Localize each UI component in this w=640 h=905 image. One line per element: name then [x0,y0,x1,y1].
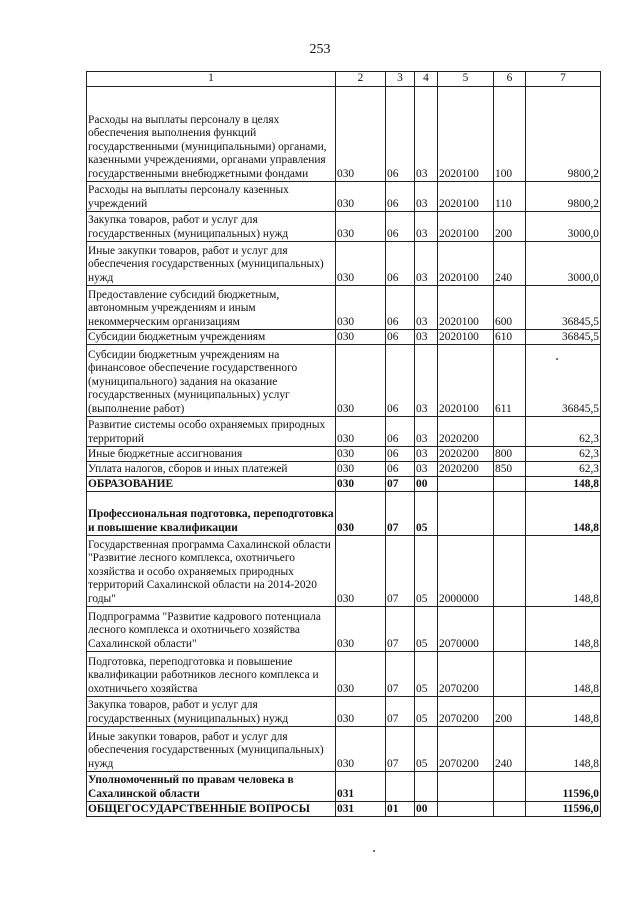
amount-cell: 148,8 [526,607,601,652]
scan-speck [373,850,375,852]
ministry-code-cell: 030 [336,652,386,697]
row-name-cell: Расходы на выплаты персоналу в целях обеспечения выполнения функций государственными (муниципальными) органами, казенными учреждениями, органами управления государственными внебюджетными фондами [87,87,336,182]
subsection-code-cell: 00 [415,802,438,817]
amount-cell: 36845,5 [526,286,601,330]
table-row [87,87,601,182]
row-name-cell: ОБРАЗОВАНИЕ [87,477,336,492]
expense-type-code-cell [494,652,526,697]
table-row [87,652,601,697]
column-header-3: 3 [386,72,415,87]
column-header-2: 2 [336,72,386,87]
row-name-cell: Иные закупки товаров, работ и услуг для обеспечения государственных (муниципальных) нужд [87,242,336,286]
ministry-code-cell: 030 [336,286,386,330]
ministry-code-cell: 030 [336,182,386,212]
section-code-cell: 06 [386,462,415,477]
target-article-code-cell: 2020100 [438,286,494,330]
target-article-code-cell [438,772,494,802]
expense-type-code-cell: 611 [494,345,526,417]
amount-cell: 36845,5 [526,330,601,345]
expense-type-code-cell: 800 [494,447,526,462]
column-header-4: 4 [415,72,438,87]
section-code-cell: 06 [386,182,415,212]
table-row [87,447,601,462]
subsection-code-cell: 00 [415,477,438,492]
ministry-code-cell: 030 [336,212,386,242]
expense-type-code-cell: 600 [494,286,526,330]
row-name-cell: Субсидии бюджетным учреждениям на финансовое обеспечение государственного (муниципального) задания на оказание государственных (муниципальных) услуг (выполнение работ) [87,345,336,417]
expense-type-code-cell: 240 [494,242,526,286]
ministry-code-cell: 031 [336,802,386,817]
target-article-code-cell [438,492,494,536]
subsection-code-cell: 03 [415,345,438,417]
ministry-code-cell: 030 [336,492,386,536]
row-name-cell: Уполномоченный по правам человека в Сахалинской области [87,772,336,802]
table-row [87,492,601,536]
subsection-code-cell [415,772,438,802]
column-header-5: 5 [438,72,494,87]
table-row [87,697,601,727]
row-name-cell: Закупка товаров, работ и услуг для государственных (муниципальных) нужд [87,212,336,242]
section-code-cell: 06 [386,87,415,182]
ministry-code-cell: 030 [336,697,386,727]
amount-cell: 148,8 [526,727,601,772]
subsection-code-cell: 05 [415,652,438,697]
target-article-code-cell: 2020200 [438,417,494,447]
subsection-code-cell: 03 [415,330,438,345]
expense-type-code-cell: 850 [494,462,526,477]
table-row [87,182,601,212]
row-name-cell: Уплата налогов, сборов и иных платежей [87,462,336,477]
column-header-1: 1 [87,72,336,87]
row-name-cell: ОБЩЕГОСУДАРСТВЕННЫЕ ВОПРОСЫ [87,802,336,817]
expense-type-code-cell: 200 [494,212,526,242]
table-row [87,417,601,447]
row-name-cell: Субсидии бюджетным учреждениям [87,330,336,345]
amount-cell: 11596,0 [526,772,601,802]
table-body [87,87,601,817]
expense-type-code-cell [494,802,526,817]
table-row [87,802,601,817]
ministry-code-cell: 030 [336,417,386,447]
target-article-code-cell: 2070000 [438,607,494,652]
table-row [87,286,601,330]
table-row [87,477,601,492]
subsection-code-cell: 03 [415,242,438,286]
subsection-code-cell: 05 [415,697,438,727]
expense-type-code-cell: 110 [494,182,526,212]
expense-type-code-cell [494,607,526,652]
target-article-code-cell: 2020100 [438,212,494,242]
expense-type-code-cell: 200 [494,697,526,727]
section-code-cell: 01 [386,802,415,817]
subsection-code-cell: 03 [415,182,438,212]
table-row [87,345,601,417]
section-code-cell: 07 [386,727,415,772]
subsection-code-cell: 05 [415,607,438,652]
expense-type-code-cell [494,492,526,536]
target-article-code-cell: 2020100 [438,182,494,212]
table-row [87,242,601,286]
ministry-code-cell: 030 [336,87,386,182]
section-code-cell: 07 [386,607,415,652]
table-row [87,727,601,772]
section-code-cell: 06 [386,447,415,462]
target-article-code-cell: 2070200 [438,727,494,772]
row-name-cell: Подготовка, переподготовка и повышение квалификации работников лесного комплекса и охотничьего хозяйства [87,652,336,697]
ministry-code-cell: 030 [336,607,386,652]
table-row [87,772,601,802]
amount-cell: 62,3 [526,462,601,477]
target-article-code-cell: 2020100 [438,345,494,417]
section-code-cell [386,772,415,802]
row-name-cell: Развитие системы особо охраняемых природных территорий [87,417,336,447]
section-code-cell: 06 [386,417,415,447]
amount-cell: 3000,0 [526,242,601,286]
table-row [87,330,601,345]
expense-type-code-cell: 610 [494,330,526,345]
section-code-cell: 07 [386,652,415,697]
amount-cell: 148,8 [526,652,601,697]
header-row [87,72,601,87]
page-number: 253 [309,42,331,57]
target-article-code-cell: 2020100 [438,242,494,286]
ministry-code-cell: 030 [336,477,386,492]
table-row [87,536,601,607]
amount-cell: 148,8 [526,477,601,492]
target-article-code-cell [438,802,494,817]
target-article-code-cell: 2020100 [438,87,494,182]
section-code-cell: 07 [386,536,415,607]
subsection-code-cell: 03 [415,212,438,242]
subsection-code-cell: 05 [415,492,438,536]
target-article-code-cell: 2020200 [438,462,494,477]
row-name-cell: Профессиональная подготовка, переподготовка и повышение квалификации [87,492,336,536]
target-article-code-cell: 2020200 [438,447,494,462]
amount-cell: 148,8 [526,492,601,536]
expense-type-code-cell [494,536,526,607]
ministry-code-cell: 030 [336,447,386,462]
section-code-cell: 07 [386,697,415,727]
column-header-6: 6 [494,72,526,87]
subsection-code-cell: 05 [415,536,438,607]
scan-speck [556,358,558,360]
amount-cell: 148,8 [526,536,601,607]
amount-cell: 3000,0 [526,212,601,242]
table-row [87,462,601,477]
table-row [87,607,601,652]
table-row [87,212,601,242]
column-header-7: 7 [526,72,601,87]
ministry-code-cell: 030 [336,345,386,417]
expense-type-code-cell: 100 [494,87,526,182]
subsection-code-cell: 03 [415,286,438,330]
ministry-code-cell: 030 [336,330,386,345]
section-code-cell: 06 [386,242,415,286]
subsection-code-cell: 05 [415,727,438,772]
ministry-code-cell: 030 [336,727,386,772]
amount-cell: 148,8 [526,697,601,727]
ministry-code-cell: 030 [336,242,386,286]
section-code-cell: 06 [386,212,415,242]
row-name-cell: Подпрограмма "Развитие кадрового потенциала лесного комплекса и охотничьего хозяйства Сахалинской области" [87,607,336,652]
target-article-code-cell: 2070200 [438,652,494,697]
expense-type-code-cell: 240 [494,727,526,772]
target-article-code-cell: 2000000 [438,536,494,607]
expense-type-code-cell [494,477,526,492]
subsection-code-cell: 03 [415,417,438,447]
row-name-cell: Расходы на выплаты персоналу казенных учреждений [87,182,336,212]
expense-type-code-cell [494,417,526,447]
row-name-cell: Государственная программа Сахалинской области "Развитие лесного комплекса, охотничьего хозяйства и особо охраняемых природных территорий Сахалинской области на 2014-2020 годы" [87,536,336,607]
row-name-cell: Закупка товаров, работ и услуг для государственных (муниципальных) нужд [87,697,336,727]
subsection-code-cell: 03 [415,87,438,182]
section-code-cell: 07 [386,492,415,536]
amount-cell: 62,3 [526,447,601,462]
ministry-code-cell: 031 [336,772,386,802]
row-name-cell: Предоставление субсидий бюджетным, автономным учреждениям и иным некоммерческим организациям [87,286,336,330]
amount-cell: 62,3 [526,417,601,447]
amount-cell: 11596,0 [526,802,601,817]
section-code-cell: 06 [386,330,415,345]
target-article-code-cell [438,477,494,492]
subsection-code-cell: 03 [415,447,438,462]
amount-cell: 9800,2 [526,182,601,212]
target-article-code-cell: 2070200 [438,697,494,727]
row-name-cell: Иные закупки товаров, работ и услуг для обеспечения государственных (муниципальных) нужд [87,727,336,772]
budget-table [86,71,601,817]
section-code-cell: 07 [386,477,415,492]
target-article-code-cell: 2020100 [438,330,494,345]
expense-type-code-cell [494,772,526,802]
ministry-code-cell: 030 [336,462,386,477]
ministry-code-cell: 030 [336,536,386,607]
subsection-code-cell: 03 [415,462,438,477]
section-code-cell: 06 [386,286,415,330]
amount-cell: 36845,5 [526,345,601,417]
amount-cell: 9800,2 [526,87,601,182]
row-name-cell: Иные бюджетные ассигнования [87,447,336,462]
section-code-cell: 06 [386,345,415,417]
